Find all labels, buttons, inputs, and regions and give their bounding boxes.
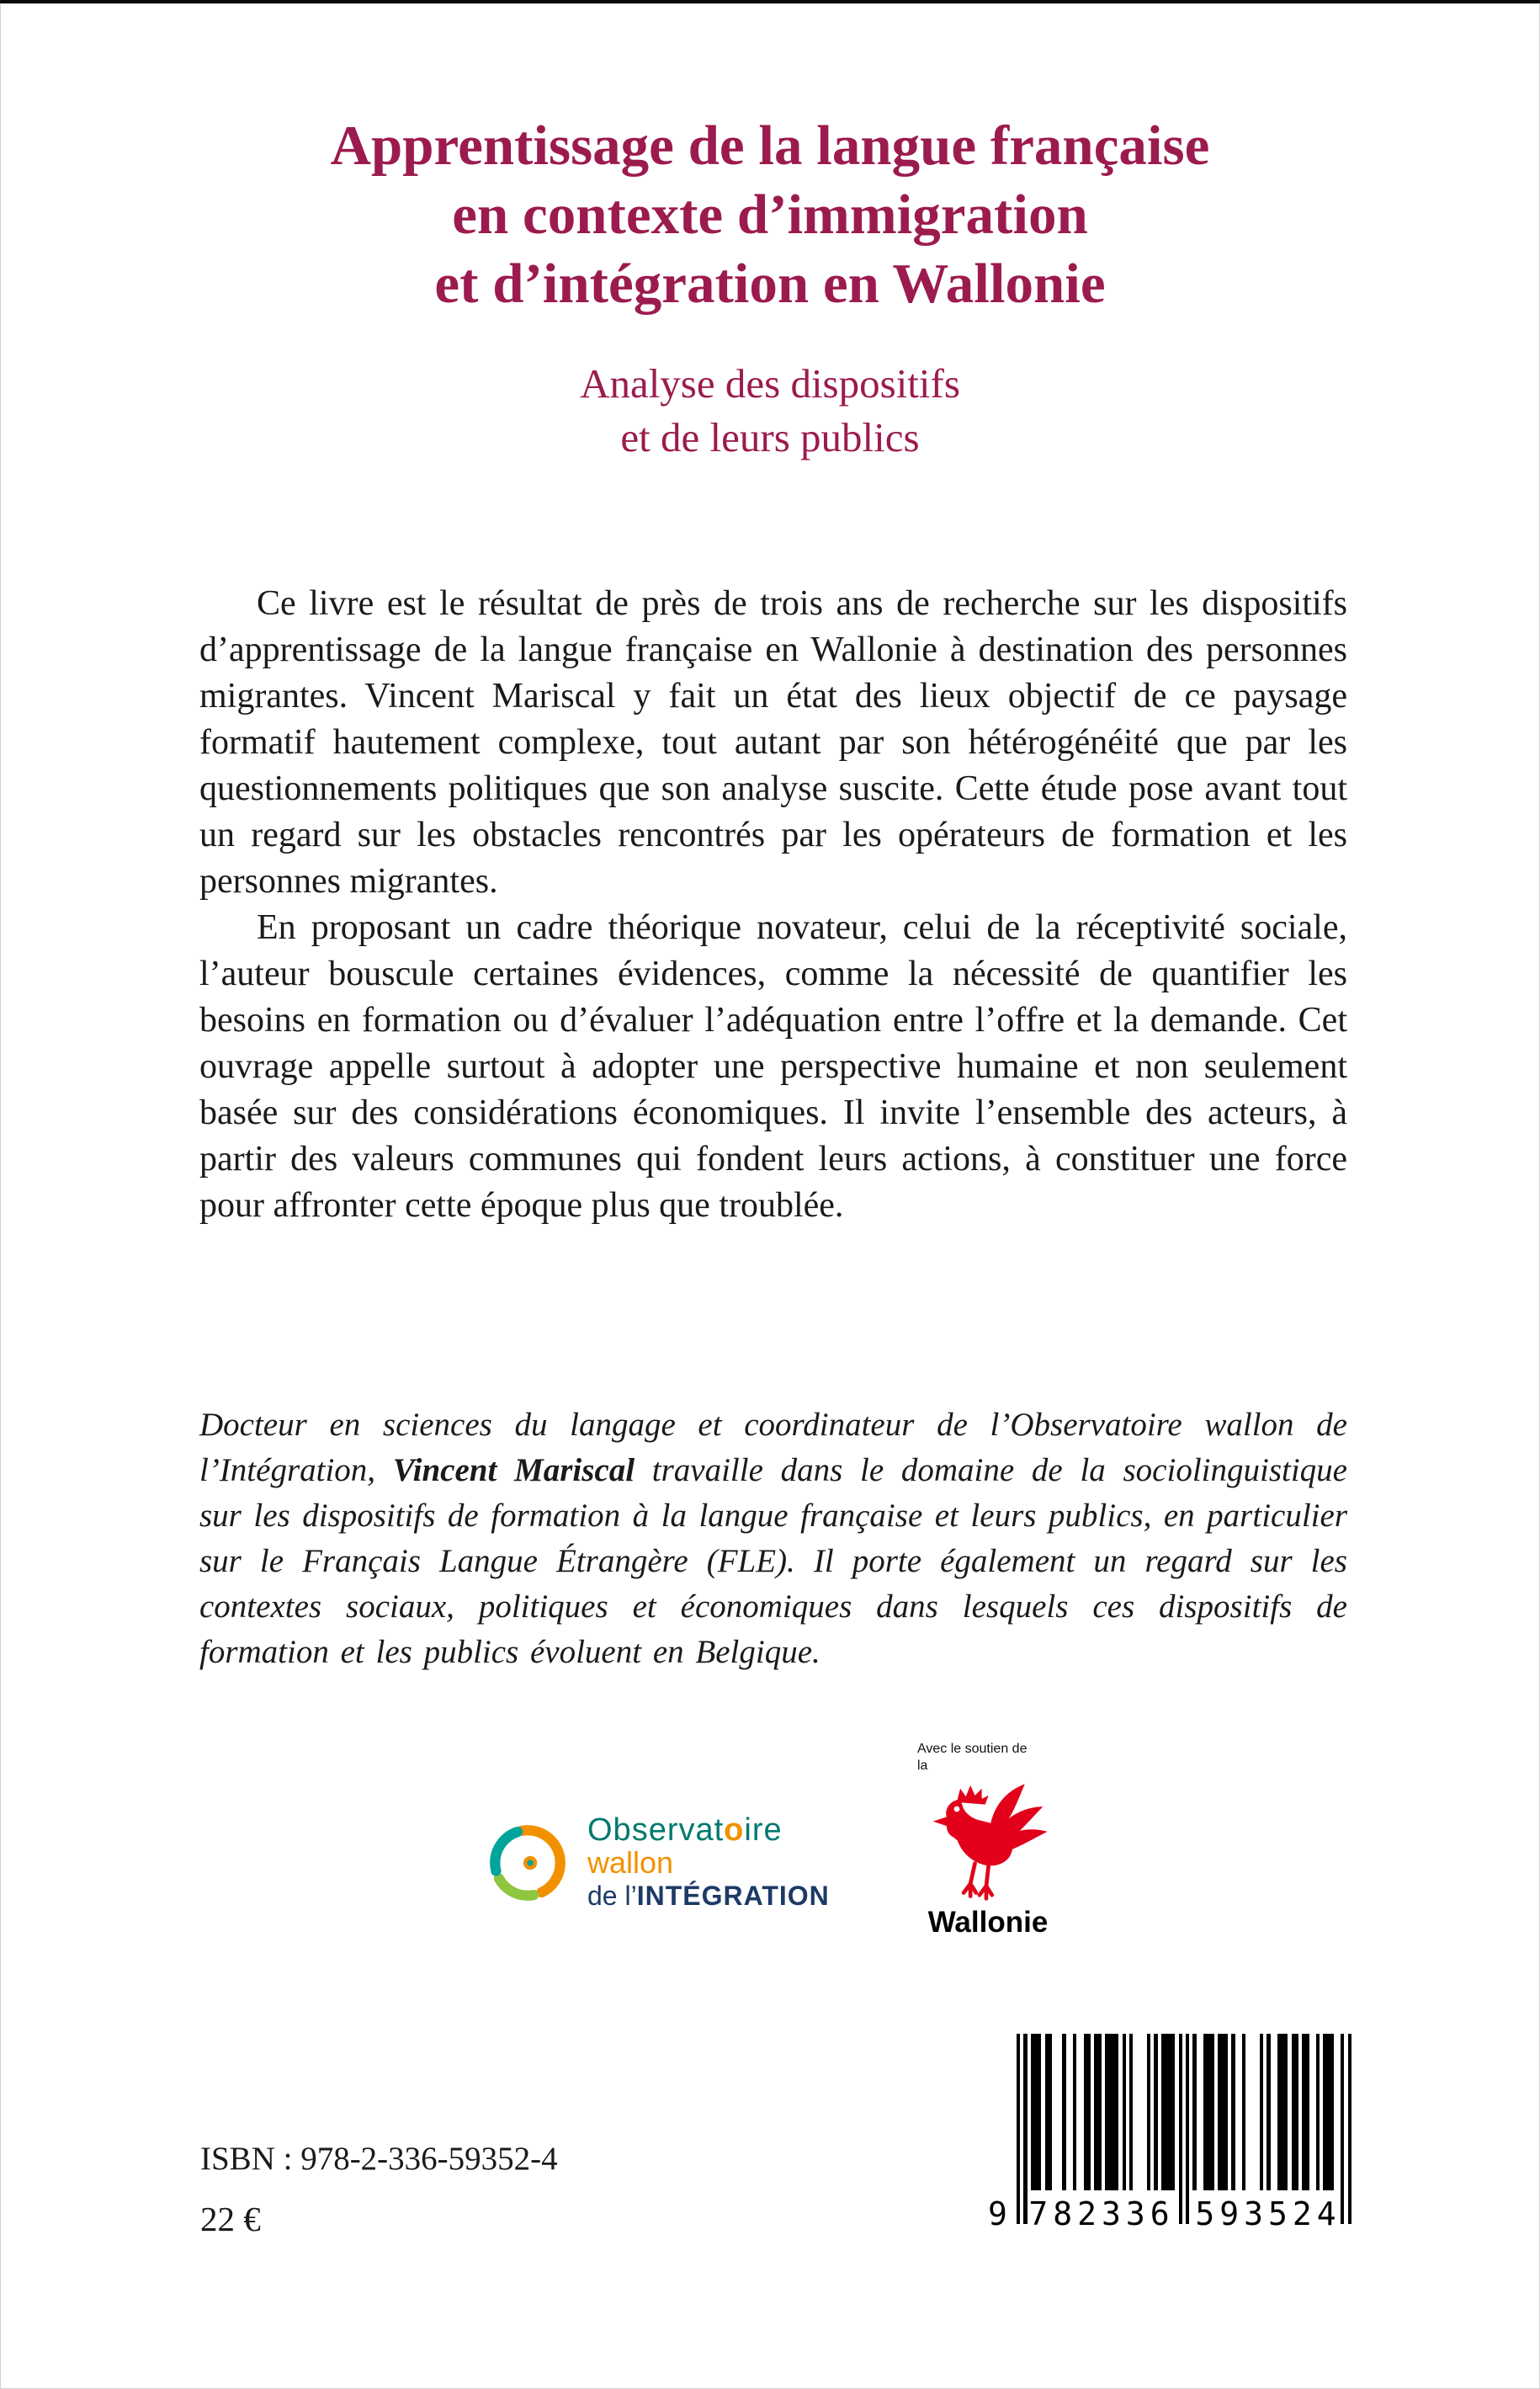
subtitle-line: et de leurs publics xyxy=(620,414,920,460)
observatoire-o-dot: o xyxy=(724,1812,745,1848)
author-bio xyxy=(199,1402,1347,1675)
observatoire-name-part: ire xyxy=(744,1812,783,1848)
title-line: Apprentissage de la langue française xyxy=(330,114,1210,177)
book-subtitle xyxy=(0,357,1540,465)
barcode-digit-group: 593524 xyxy=(1195,2195,1341,2232)
barcode-digit-group: 782336 xyxy=(1028,2195,1175,2232)
observatoire-ring-icon xyxy=(485,1820,571,1906)
support-line: la xyxy=(917,1758,928,1773)
integration-main: INTÉGRATION xyxy=(636,1881,830,1911)
wallonie-logo xyxy=(917,1741,1069,1939)
summary-paragraph: Ce livre est le résultat de près de trois ans de recherche sur les dispositifs d’apprentissage de la langue française en Wallonie à destination des personnes migrantes. Vincent Mariscal y fait un état des lieux objectif de ce paysage formatif hautement complexe, tout autant par son hétérogénéité que par les questionnements politiques que son analyse suscite. Cette étude pose avant tout un regard sur les obstacles rencontrés par les opérateurs de formation et les personnes migrantes. xyxy=(199,584,1347,901)
bio-text-post: travaille dans le domaine de la sociolinguistique sur les dispositifs de formation à la langue française et leurs publics, en particulier sur le Français Langue Étrangère (FLE). Il porte également un regard sur les contextes sociaux, politiques et économiques dans lesquels ces dispositifs de formation et les publics évoluent en Belgique. xyxy=(199,1452,1347,1670)
book-title xyxy=(0,111,1540,318)
observatoire-logo-text xyxy=(587,1813,830,1913)
barcode xyxy=(986,2034,1382,2240)
title-block xyxy=(0,111,1540,465)
observatoire-integration-label xyxy=(587,1879,830,1913)
summary-paragraph: En proposant un cadre théorique novateur, celui de la réceptivité sociale, l’auteur bouscule certaines évidences, comme la nécessité de quantifier les besoins en formation ou d’évaluer l’adéquation entre l’offre et la demande. Cet ouvrage appelle surtout à adopter une perspective humaine et non seulement basée sur des considérations économiques. Il invite l’ensemble des acteurs, à partir des valeurs communes qui fondent leurs actions, à constituer une force pour affronter cette époque plus que troublée. xyxy=(199,908,1347,1225)
author-bio-text xyxy=(199,1402,1347,1675)
integration-prefix: de l’ xyxy=(587,1881,637,1911)
title-line: en contexte d’immigration xyxy=(452,184,1088,246)
wallonie-support-text xyxy=(917,1741,1069,1774)
wallonie-rooster-icon xyxy=(922,1780,1054,1904)
observatoire-name-part: Observat xyxy=(587,1812,725,1848)
author-name: Vincent Mariscal xyxy=(392,1452,635,1488)
isbn-label: ISBN : 978-2-336-59352-4 xyxy=(200,2141,558,2177)
title-line: et d’intégration en Wallonie xyxy=(434,253,1106,315)
wallonie-wordmark: Wallonie xyxy=(927,1906,1049,1939)
observatoire-name xyxy=(587,1813,830,1847)
barcode-lead-digit: 9 xyxy=(988,2195,1007,2232)
observatoire-wallon-label: wallon xyxy=(587,1845,674,1880)
support-line: Avec le soutien de xyxy=(917,1742,1028,1756)
bio-text-pre: Docteur en sciences du langage et coordinateur de l’Observatoire wallon de l’Intégration, xyxy=(199,1407,1347,1488)
observatoire-logo xyxy=(485,1813,830,1913)
back-cover-summary xyxy=(199,581,1347,1229)
price-label: 22 € xyxy=(200,2200,261,2238)
subtitle-line: Analyse des dispositifs xyxy=(580,360,960,407)
